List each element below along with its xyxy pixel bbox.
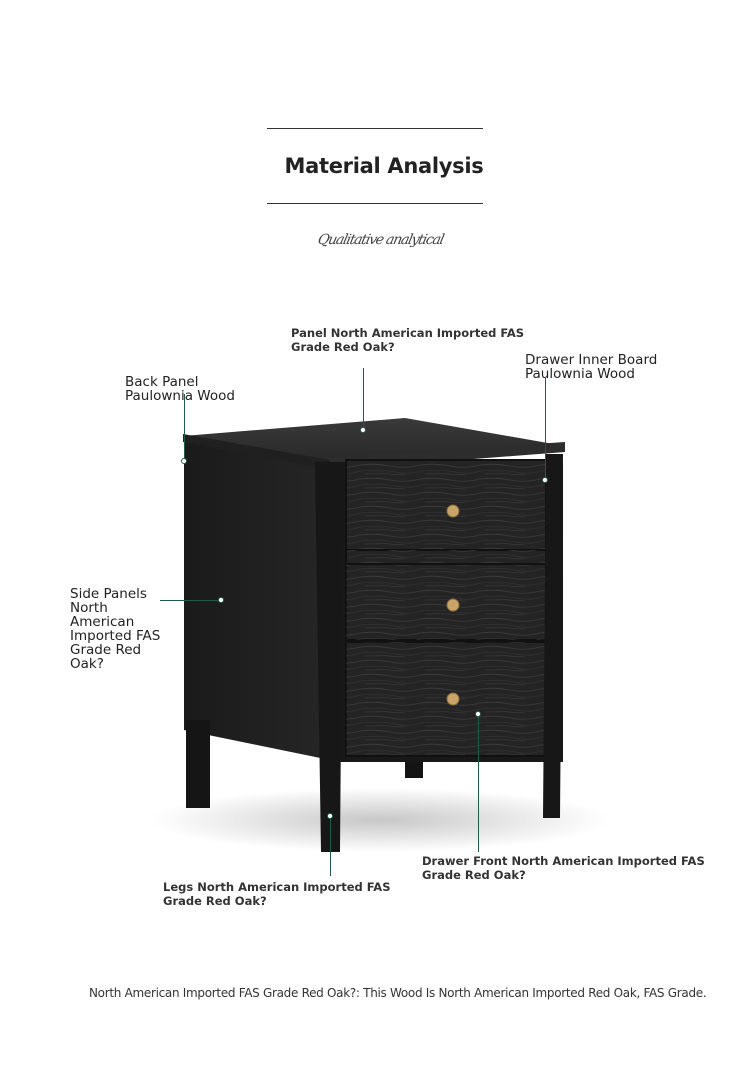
page-title: Material Analysis xyxy=(284,154,484,178)
legs-label: Legs North American Imported FAS Grade Red Oak? xyxy=(163,880,391,908)
legs-leader-line xyxy=(330,818,331,876)
panel-label: Panel North American Imported FAS Grade Red Oak? xyxy=(291,326,525,354)
panel-dot xyxy=(360,427,366,433)
back-panel-label: Back Panel Paulownia Wood xyxy=(125,374,235,404)
side-panels-leader-line xyxy=(160,600,220,601)
back-panel-dot xyxy=(181,458,187,464)
side-panels-dot xyxy=(218,597,224,603)
knob-2 xyxy=(447,599,459,611)
drawer-front-dot xyxy=(475,711,481,717)
front-right-leg xyxy=(543,454,563,818)
drawer-front-label: Drawer Front North American Imported FAS Grade Red Oak? xyxy=(422,854,705,882)
drawer-inner-leader-line xyxy=(545,378,546,478)
panel-leader-line xyxy=(363,368,364,428)
knob-3 xyxy=(447,693,459,705)
drawer-front-leader-line xyxy=(478,716,479,852)
back-leg xyxy=(186,720,210,808)
floor-shadow xyxy=(150,788,610,852)
drawer-inner-label: Drawer Inner Board Paulownia Wood xyxy=(525,352,658,382)
side-panels-label: Side Panels North American Imported FAS Grade Red Oak? xyxy=(70,586,161,672)
legs-dot xyxy=(327,813,333,819)
script-subtitle: Qualitative analytical xyxy=(316,232,445,248)
drawer-inner-dot xyxy=(542,477,548,483)
knob-1 xyxy=(447,505,459,517)
footer-note: North American Imported FAS Grade Red Oak?: This Wood Is North American Imported Red Oak, FAS Grade. xyxy=(89,986,707,1000)
